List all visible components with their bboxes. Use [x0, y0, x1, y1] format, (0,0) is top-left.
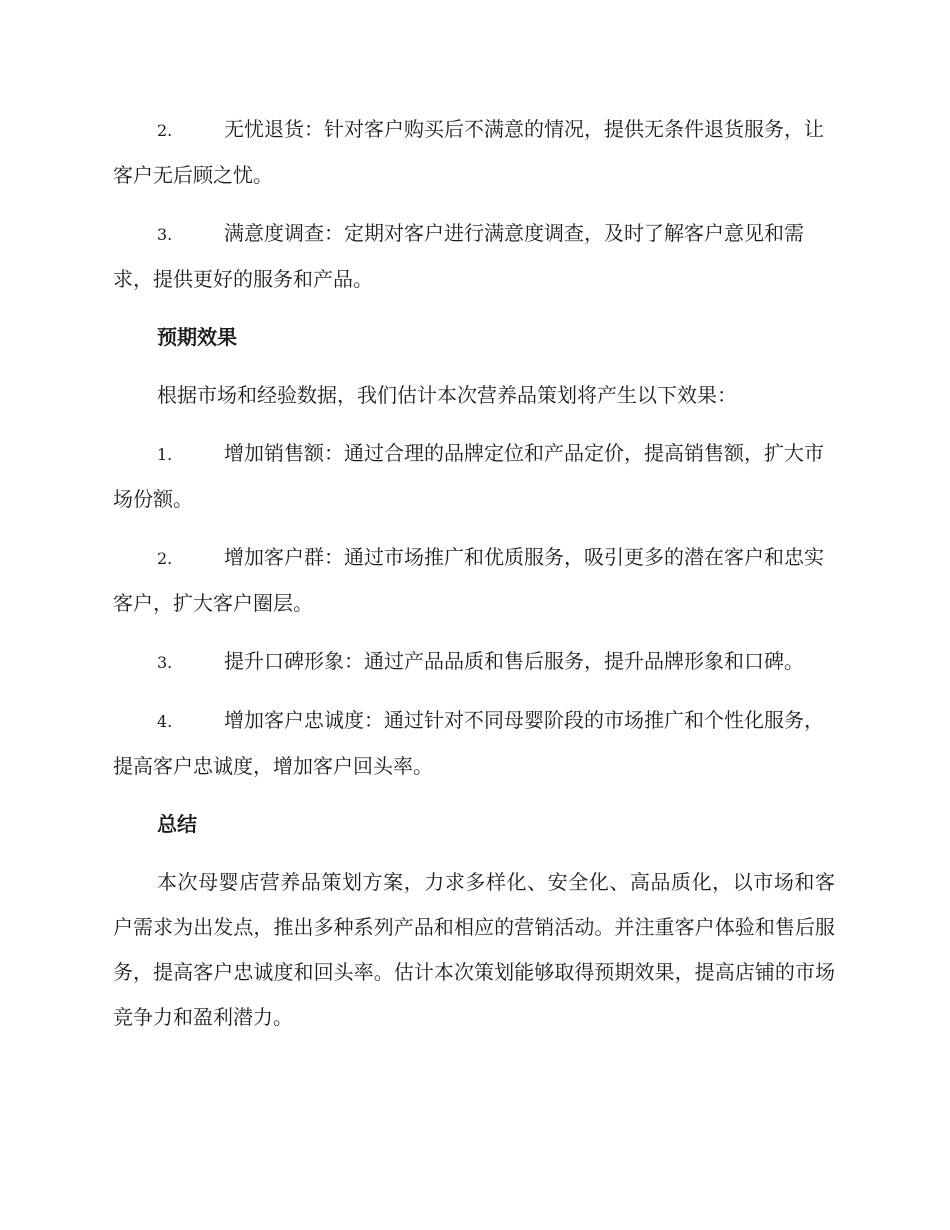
list-item-text: 增加销售额：通过合理的品牌定位和产品定价，提高销售额，扩大市场份额。: [113, 441, 824, 511]
list-number: 2.: [157, 121, 173, 140]
list-item: [113, 698, 835, 789]
list-number: 3.: [157, 653, 173, 672]
list-item-text: 满意度调查：定期对客户进行满意度调查，及时了解客户意见和需求，提供更好的服务和产品。: [113, 221, 804, 291]
summary-paragraph: 本次母婴店营养品策划方案，力求多样化、安全化、高品质化，以市场和客户需求为出发点，推出多种系列产品和相应的营销活动。并注重客户体验和售后服务，提高客户忠诚度和回头率。估计本次策划能够取得预期效果，提高店铺的市场竞争力和盈利潜力。: [113, 870, 835, 1029]
list-item-text: 增加客户群：通过市场推广和优质服务，吸引更多的潜在客户和忠实客户，扩大客户圈层。: [113, 545, 824, 615]
list-item: [113, 639, 835, 685]
list-number: 3.: [157, 225, 173, 244]
list-number: 1.: [157, 445, 173, 464]
list-item: [113, 107, 835, 198]
list-item-text: 提升口碑形象：通过产品品质和售后服务，提升品牌形象和口碑。: [224, 649, 804, 673]
section-heading-summary: 总结: [157, 812, 197, 836]
list-item-text: 无忧退货：针对客户购买后不满意的情况，提供无条件退货服务，让客户无后顾之忧。: [113, 117, 824, 187]
list-item: [113, 211, 835, 302]
list-item-text: 增加客户忠诚度：通过针对不同母婴阶段的市场推广和个性化服务，提高客户忠诚度，增加客户回头率。: [113, 708, 824, 778]
list-item: [113, 431, 835, 522]
list-number: 4.: [157, 712, 173, 731]
section-heading-expected-effects: 预期效果: [157, 325, 237, 349]
list-item: [113, 535, 835, 626]
intro-paragraph: 根据市场和经验数据，我们估计本次营养品策划将产生以下效果：: [157, 383, 737, 407]
list-number: 2.: [157, 549, 173, 568]
document-body: [113, 107, 835, 1053]
